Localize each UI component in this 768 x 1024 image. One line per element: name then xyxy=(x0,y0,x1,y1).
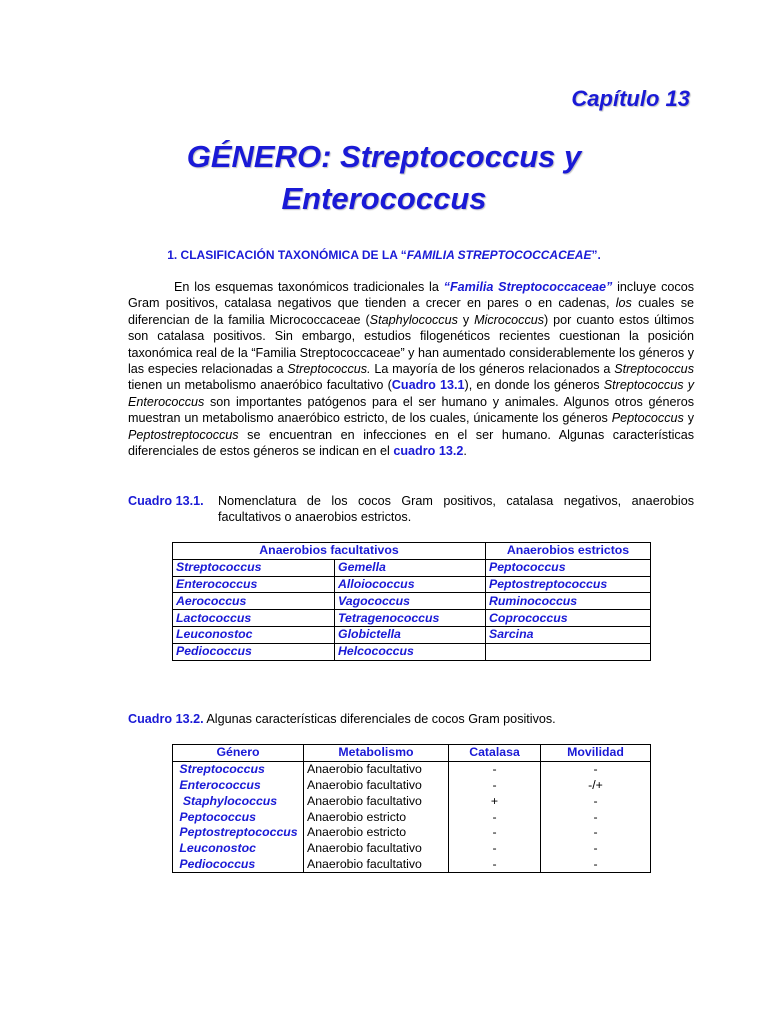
table-cell: - xyxy=(541,761,651,777)
table-cell-genus: Enterococcus xyxy=(173,778,304,794)
section-heading xyxy=(0,248,768,262)
table-row xyxy=(173,643,651,660)
chapter-title-line-1: GÉNERO: Streptococcus y xyxy=(186,139,582,174)
header-anaerobios-estrictos: Anaerobios estrictos xyxy=(486,543,651,560)
table-row xyxy=(173,778,651,794)
para-text: cuales se diferencian de la familia Micrococcaceae ( xyxy=(128,296,695,327)
table-cell: - xyxy=(541,809,651,825)
table-cell: + xyxy=(449,793,541,809)
para-text: incluye cocos Gram positivos, catalasa negativos que tienden a crecer en pares o en cadenas, xyxy=(128,280,694,311)
para-genus: Streptococcus. xyxy=(287,362,371,377)
section-heading-prefix: 1. CLASIFICACIÓN TAXONÓMICA DE LA “ xyxy=(167,248,407,262)
table-cell: - xyxy=(541,793,651,809)
table-cell: Gemella xyxy=(335,559,486,576)
header-catalasa: Catalasa xyxy=(449,745,541,762)
table-cell: Helcococcus xyxy=(335,643,486,660)
table-row xyxy=(173,841,651,857)
table-row xyxy=(173,626,651,643)
table-cell: Anaerobio facultativo xyxy=(304,857,449,873)
table-cell-genus: Peptostreptococcus xyxy=(173,825,304,841)
table-row xyxy=(173,559,651,576)
table-cell: - xyxy=(541,857,651,873)
table-row xyxy=(173,857,651,873)
header-genero: Género xyxy=(173,745,304,762)
para-genus: Peptococcus xyxy=(611,411,684,426)
para-text: y xyxy=(457,312,475,327)
table-row xyxy=(173,576,651,593)
table-cell: Enterococcus xyxy=(173,576,335,593)
table-cell-genus: Staphylococcus xyxy=(173,793,304,809)
cuadro-13-2-link[interactable]: cuadro 13.2 xyxy=(393,444,464,459)
para-text: y xyxy=(683,411,695,426)
table-cell: Anaerobio facultativo xyxy=(304,778,449,794)
table-cell: Vagococcus xyxy=(335,593,486,610)
table-cell: -/+ xyxy=(541,778,651,794)
body-paragraph xyxy=(128,279,694,459)
header-anaerobios-facultativos: Anaerobios facultativos xyxy=(173,543,486,560)
cuadro-13-2-table xyxy=(172,744,651,873)
section-heading-suffix: ”. xyxy=(591,248,601,262)
para-text: ) por cuanto estos últimos son catalasa positivos. Sin embargo, estudios filogenéticos recientes cuestionan la posición taxonómica real de la “Familia Streptococcaceae” y han aumentado considerablemente los géneros y las especies relacionadas a xyxy=(128,312,694,377)
cuadro-13-1-link[interactable]: Cuadro 13.1 xyxy=(391,378,465,393)
para-italic: los xyxy=(615,296,632,311)
table-cell: Anaerobio facultativo xyxy=(304,761,449,777)
chapter-title xyxy=(0,136,768,220)
table-cell: Pediococcus xyxy=(173,643,335,660)
table-cell: Anaerobio facultativo xyxy=(304,793,449,809)
chapter-title-line-2: Enterococcus xyxy=(281,181,487,216)
para-text: se encuentran en infecciones en el ser humano. Algunas características diferenciales de estos géneros se indican en el xyxy=(128,427,694,459)
table-cell xyxy=(486,643,651,660)
table-cell: - xyxy=(449,825,541,841)
para-genus: Micrococcus xyxy=(474,312,545,327)
cuadro-13-1-caption xyxy=(128,493,694,526)
table-cell: Alloiococcus xyxy=(335,576,486,593)
table-header-row xyxy=(173,745,651,762)
table-cell: Anaerobio estricto xyxy=(304,809,449,825)
para-text: tienen un metabolismo anaeróbico facultativo ( xyxy=(128,378,392,393)
table-cell: - xyxy=(541,841,651,857)
table-cell: Streptococcus xyxy=(173,559,335,576)
table-header-row xyxy=(173,543,651,560)
table-cell: Coprococcus xyxy=(486,610,651,627)
table-row xyxy=(173,809,651,825)
para-text: En los esquemas taxonómicos tradicionales la xyxy=(174,280,444,294)
table-cell: Peptococcus xyxy=(486,559,651,576)
para-genus: Peptostreptococcus xyxy=(128,427,239,442)
table-cell: - xyxy=(449,761,541,777)
table-cell: Ruminococcus xyxy=(486,593,651,610)
table-cell: Lactococcus xyxy=(173,610,335,627)
table-row xyxy=(173,610,651,627)
para-genus: Staphylococcus xyxy=(369,312,458,327)
cuadro-13-1-text: Nomenclatura de los cocos Gram positivos, catalasa negativos, anaerobios facultativos o anaerobios estrictos. xyxy=(218,494,694,525)
table-cell: Globictella xyxy=(335,626,486,643)
header-metabolismo: Metabolismo xyxy=(304,745,449,762)
chapter-number: Capítulo 13 xyxy=(571,86,690,111)
para-genus: Streptococcus xyxy=(614,362,694,377)
table-cell: Tetragenococcus xyxy=(335,610,486,627)
table-cell: Aerococcus xyxy=(173,593,335,610)
table-cell-genus: Leuconostoc xyxy=(173,841,304,857)
table-cell: Sarcina xyxy=(486,626,651,643)
section-heading-italic: FAMILIA STREPTOCOCCACEAE xyxy=(406,248,592,262)
table-cell: - xyxy=(449,841,541,857)
table-cell: Peptostreptococcus xyxy=(486,576,651,593)
table-cell: - xyxy=(541,825,651,841)
table-cell-genus: Peptococcus xyxy=(173,809,304,825)
para-text: . xyxy=(463,444,467,459)
para-text: La mayoría de los géneros relacionados a xyxy=(370,362,615,377)
cuadro-13-1-table xyxy=(172,542,651,661)
table-row xyxy=(173,825,651,841)
table-cell: - xyxy=(449,857,541,873)
table-cell: Anaerobio estricto xyxy=(304,825,449,841)
para-family-term: “Familia Streptococcaceae” xyxy=(443,280,613,294)
table-cell-genus: Streptococcus xyxy=(173,761,304,777)
table-row xyxy=(173,593,651,610)
cuadro-13-2-label: Cuadro 13.2. xyxy=(128,712,204,726)
cuadro-13-2-text: Algunas características diferenciales de cocos Gram positivos. xyxy=(203,712,556,726)
cuadro-13-2-caption xyxy=(128,711,694,727)
table-row xyxy=(173,761,651,777)
table-cell-genus: Pediococcus xyxy=(173,857,304,873)
table-cell: - xyxy=(449,778,541,794)
table-row xyxy=(173,793,651,809)
cuadro-13-1-label: Cuadro 13.1. xyxy=(128,494,204,508)
para-text: son importantes patógenos para el ser humano y animales. Algunos otros géneros muestran un metabolismo anaeróbico estricto, de los cuales, únicamente los géneros xyxy=(128,394,694,426)
para-genus: Streptococcus y Enterococcus xyxy=(128,378,694,409)
table-cell: - xyxy=(449,809,541,825)
table-cell: Leuconostoc xyxy=(173,626,335,643)
table-cell: Anaerobio facultativo xyxy=(304,841,449,857)
para-text: ), en donde los géneros xyxy=(464,378,604,393)
header-movilidad: Movilidad xyxy=(541,745,651,762)
